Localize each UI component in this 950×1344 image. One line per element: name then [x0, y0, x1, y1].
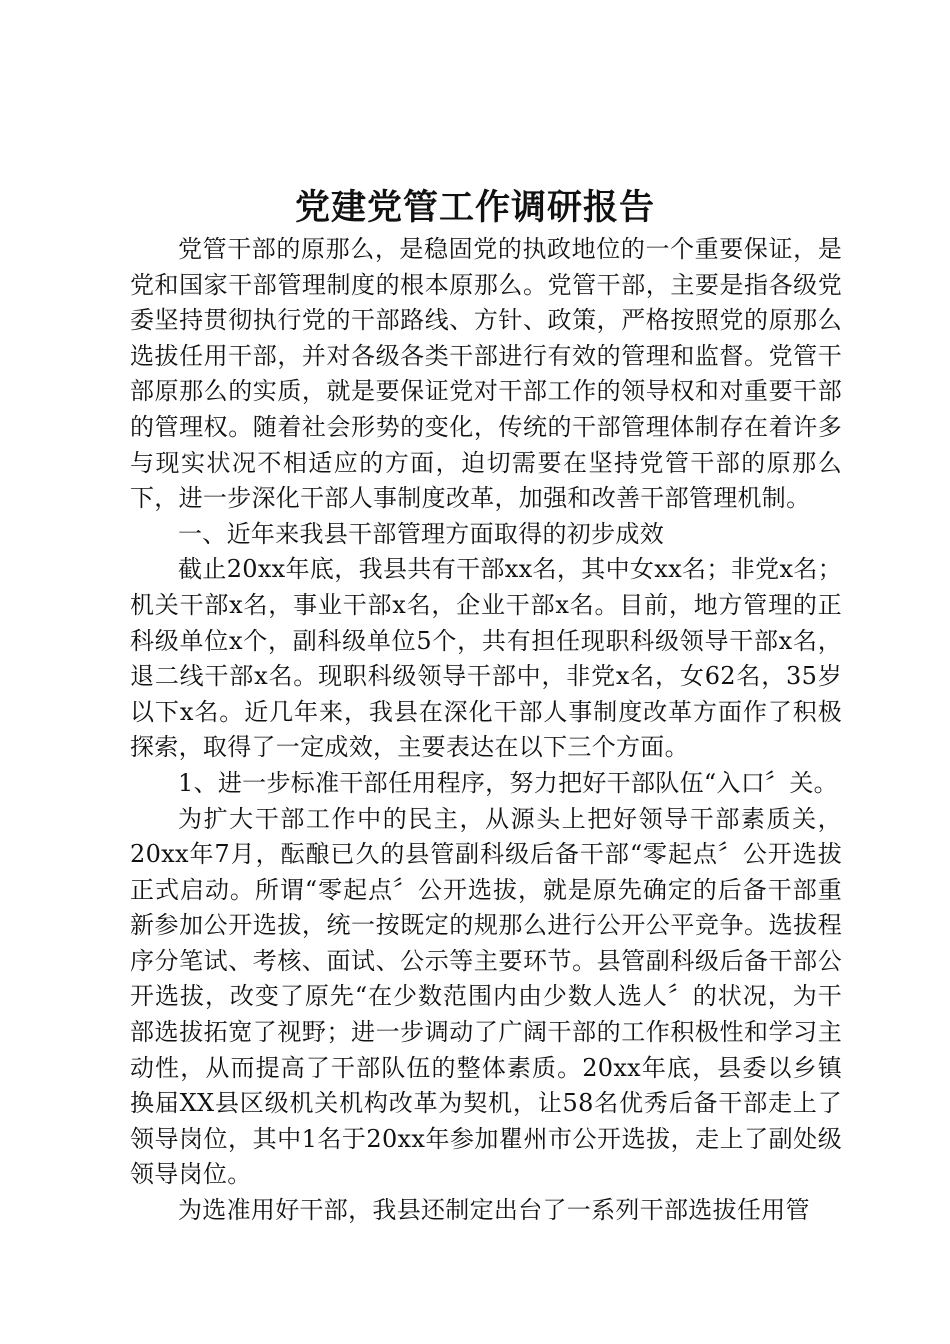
section-heading: 一、近年来我县干部管理方面取得的初步成效	[178, 519, 664, 548]
paragraph-intro: 党管干部的原那么，是稳固党的执政地位的一个重要保证，是党和国家干部管理制度的根本原那么。党管干部，主要是指各级党委坚持贯彻执行党的干部路线、方针、政策，严格按照党的原那么选拔任用干部，并对各级各类干部进行有效的管理和监督。党管干部原那么的实质，就是要保证党对干部工作的领导权和对重要干部的管理权。随着社会形势的变化，传统的干部管理体制存在着许多与现实状况不相适应的方面，迫切需要在坚持党管干部的原那么下，进一步深化干部人事制度改革，加强和改善干部管理机制。	[130, 235, 842, 513]
paragraph-selection: 为扩大干部工作中的民主，从源头上把好领导干部素质关，20xx年7月，酝酿已久的县管副科级后备干部“零起点〞公开选拔正式启动。所谓“零起点〞公开选拔，就是原先确定的后备干部重新参加公开选拔，统一按既定的规那么进行公开公平竞争。选拔程序分笔试、考核、面试、公示等主要环节。县管副科级后备干部公开选拔，改变了原先“在少数范围内由少数人选人〞的状况，为干部选拔拓宽了视野；进一步调动了广阔干部的工作积极性和学习主动性，从而提高了干部队伍的整体素质。20xx年底，县委以乡镇换届XX县区级机关机构改革为契机，让58名优秀后备干部走上了领导岗位，其中1名于20xx年参加瞿州市公开选拔，走上了副处级领导岗位。	[130, 804, 842, 1189]
document-title: 党建党管工作调研报告	[294, 187, 655, 228]
subsection-heading: 1、进一步标准干部任用程序，努力把好干部队伍“入口〞关。	[178, 768, 838, 797]
document-body	[130, 232, 842, 1229]
paragraph-continued: 为选准用好干部，我县还制定出台了一系列干部选拔任用管	[178, 1196, 810, 1225]
paragraph-statistics: 截止20xx年底，我县共有干部xx名，其中女xx名；非党x名；机关干部x名，事业干部x名，企业干部x名。目前，地方管理的正科级单位x个，副科级单位5个，共有担任现职科级领导干部x名，退二线干部x名。现职科级领导干部中，非党x名，女62名，35岁以下x名。近几年来，我县在深化干部人事制度改革方面作了积极探索，取得了一定成效，主要表达在以下三个方面。	[130, 555, 842, 762]
